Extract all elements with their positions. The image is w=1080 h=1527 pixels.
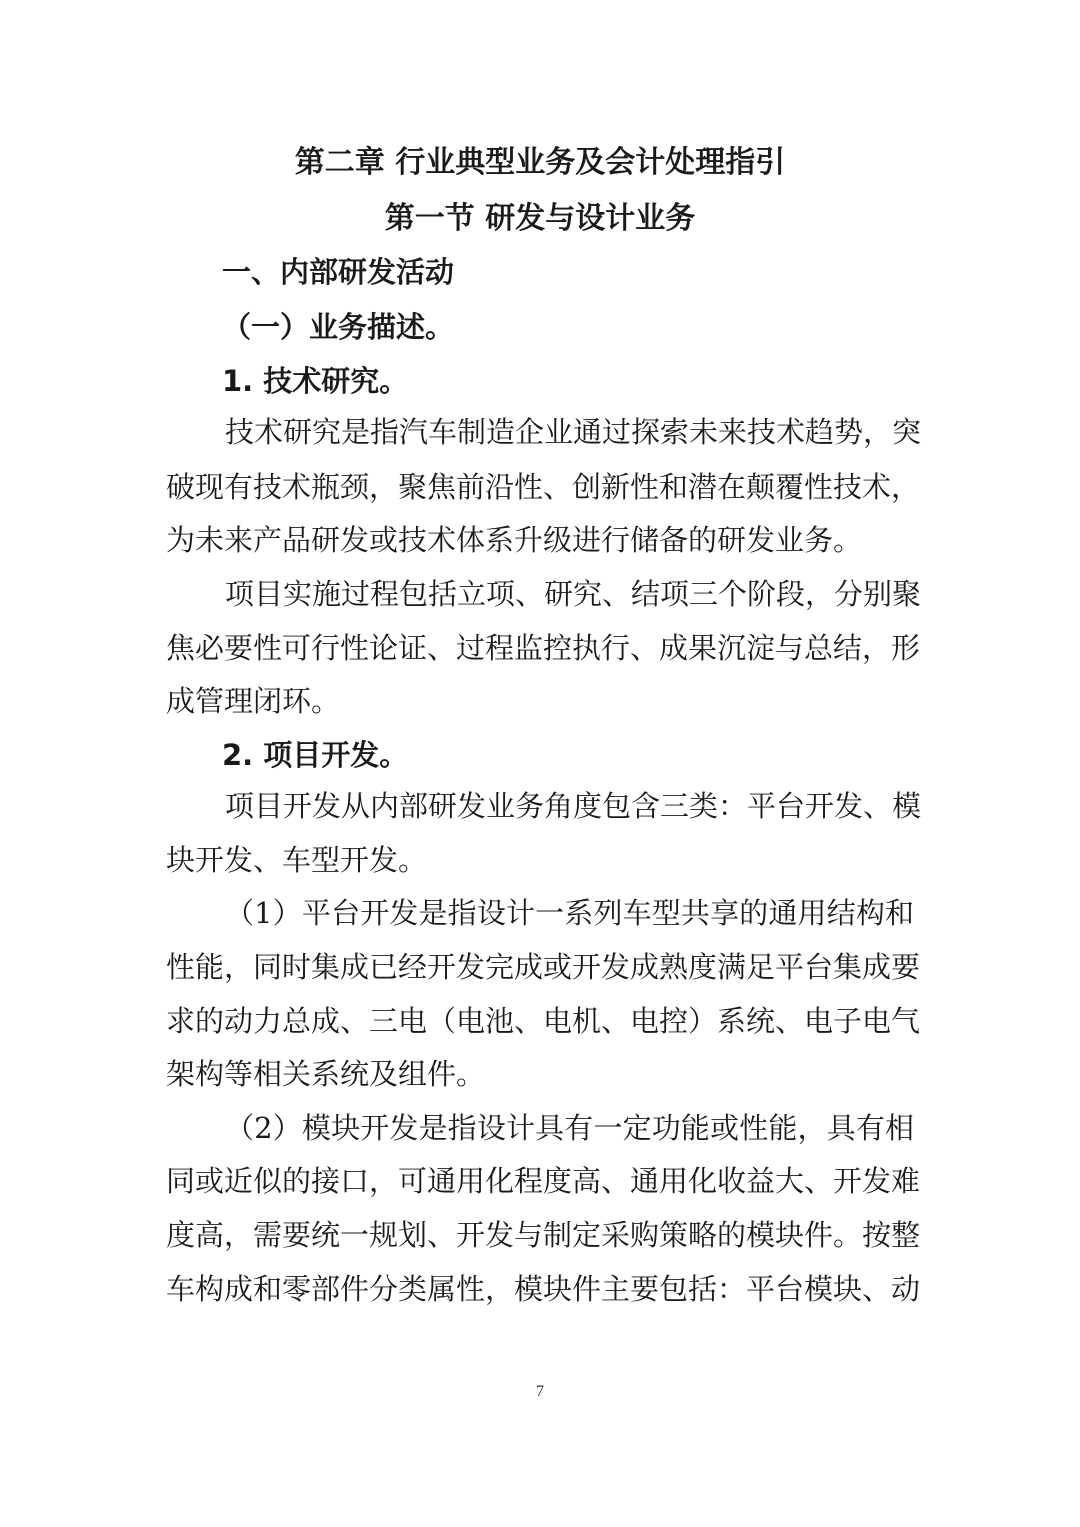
heading-tech-research: 1. 技术研究。 <box>222 364 409 398</box>
paragraph-line: 成管理闭环。 <box>166 684 341 718</box>
paragraph-line: 项目实施过程包括立项、研究、结项三个阶段，分别聚 <box>225 577 922 611</box>
paragraph-line: 破现有技术瓶颈，聚焦前沿性、创新性和潜在颠覆性技术， <box>166 470 921 504</box>
paragraph-line: （2）模块开发是指设计具有一定功能或性能，具有相 <box>225 1111 914 1145</box>
paragraph-line: 同或近似的接口，可通用化程度高、通用化收益大、开发难 <box>166 1164 921 1198</box>
paragraph-line: 架构等相关系统及组件。 <box>166 1057 486 1091</box>
paragraph-line: 块开发、车型开发。 <box>166 843 428 877</box>
paragraph-line: 求的动力总成、三电（电池、电机、电控）系统、电子电气 <box>166 1004 921 1038</box>
chapter-title: 第二章 行业典型业务及会计处理指引 <box>294 145 786 180</box>
paragraph-line: 项目开发从内部研发业务角度包含三类：平台开发、模 <box>225 789 922 823</box>
paragraph-line: 车构成和零部件分类属性，模块件主要包括：平台模块、动 <box>166 1272 921 1306</box>
paragraph-line: 性能，同时集成已经开发完成或开发成熟度满足平台集成要 <box>166 950 921 984</box>
paragraph-line: 焦必要性可行性论证、过程监控执行、成果沉淀与总结，形 <box>166 631 921 665</box>
heading-project-development: 2. 项目开发。 <box>222 738 409 772</box>
paragraph-line: 度高，需要统一规划、开发与制定采购策略的模块件。按整 <box>166 1218 921 1252</box>
page-number: 7 <box>536 1383 544 1400</box>
section-title: 第一节 研发与设计业务 <box>384 201 696 236</box>
paragraph-line: （1）平台开发是指设计一系列车型共享的通用结构和 <box>225 896 914 930</box>
heading-internal-rd: 一、内部研发活动 <box>222 255 455 289</box>
heading-business-description: （一）业务描述。 <box>222 310 455 344</box>
paragraph-line: 为未来产品研发或技术体系升级进行储备的研发业务。 <box>166 523 863 557</box>
paragraph-line: 技术研究是指汽车制造企业通过探索未来技术趋势，突 <box>225 415 922 449</box>
